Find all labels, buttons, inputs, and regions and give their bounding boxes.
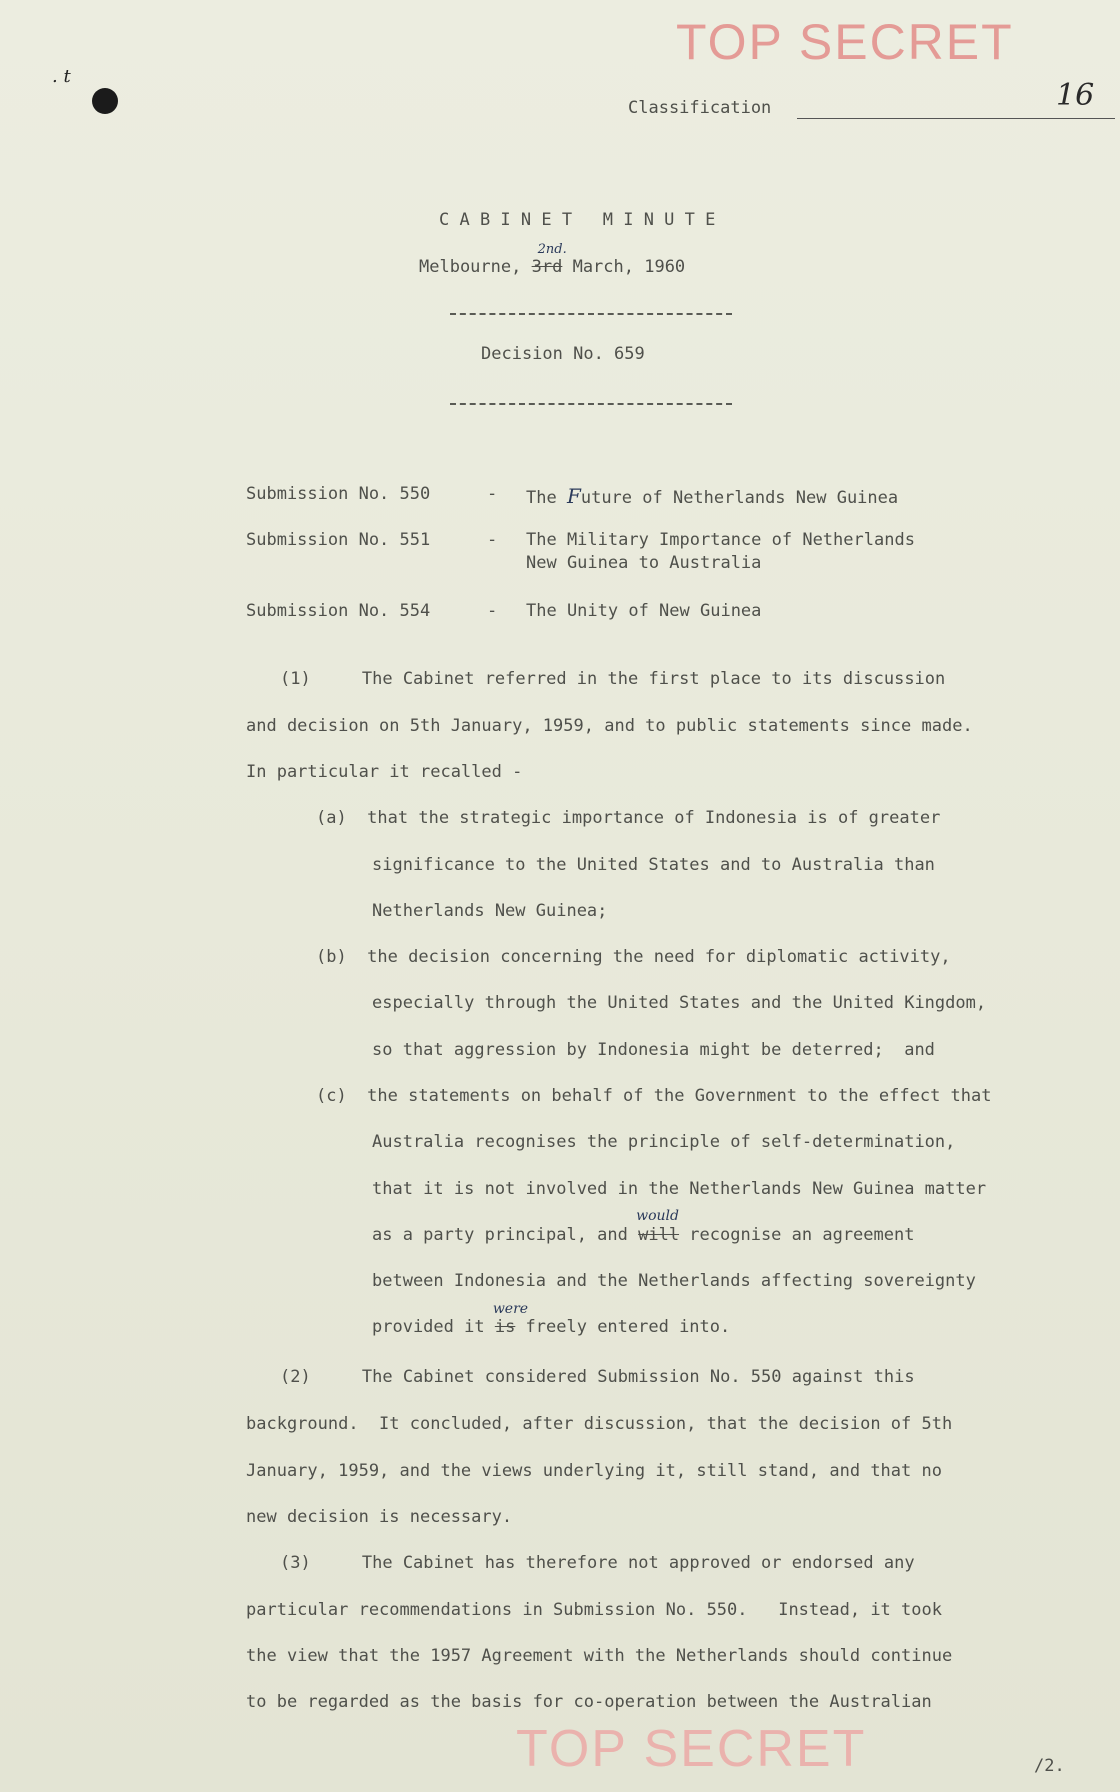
hole-punch-mark <box>92 88 118 114</box>
paragraph-2-line: new decision is necessary. <box>246 1507 513 1527</box>
submission-title-continued: New Guinea to Australia <box>526 553 762 573</box>
item-c-line-amended: provided it is were freely entered into. <box>372 1301 731 1337</box>
date-struck: 3rd <box>531 257 563 277</box>
paragraph-3-line: particular recommendations in Submission No. 550. Instead, it took <box>246 1600 942 1620</box>
submission-title: The Future of Netherlands New Guinea <box>526 484 899 508</box>
cabinet-minute-heading: C A B I N E T M I N U T E <box>439 210 716 230</box>
item-a-line: (a) that the strategic importance of Indonesia is of greater <box>316 808 941 828</box>
top-secret-stamp-top: TOP SECRET <box>676 14 1014 70</box>
item-b-line: especially through the United States and the United Kingdom, <box>372 993 987 1013</box>
decision-number: Decision No. 659 <box>481 344 645 364</box>
item-c-line-amended: as a party principal, and will would recognise an agreement <box>372 1208 915 1245</box>
struck-word-will: will <box>638 1225 680 1245</box>
submission-dash: - <box>487 484 498 504</box>
item-c-line: that it is not involved in the Netherlands New Guinea matter <box>372 1179 987 1199</box>
submission-dash: - <box>487 530 498 550</box>
meeting-month-year: March, 1960 <box>572 257 686 277</box>
paragraph-3-line: to be regarded as the basis for co-operation between the Australian <box>246 1692 932 1712</box>
item-a-line: significance to the United States and to Australia than <box>372 855 935 875</box>
meeting-place: Melbourne, <box>419 257 522 277</box>
paragraph-2-line: January, 1959, and the views underlying it, still stand, and that no <box>246 1461 942 1481</box>
correction-were: were <box>492 1301 529 1317</box>
struck-word-is: is <box>494 1317 516 1337</box>
folio-number: 16 <box>1056 78 1095 113</box>
divider-bottom <box>450 403 732 405</box>
submission-title: The Unity of New Guinea <box>526 601 762 621</box>
item-c-line: Australia recognises the principle of self-determination, <box>372 1132 956 1152</box>
meeting-date-line <box>419 242 686 277</box>
item-a-line: Netherlands New Guinea; <box>372 901 608 921</box>
margin-mark: . t <box>52 66 71 87</box>
paragraph-2-line: (2) The Cabinet considered Submission No. 550 against this <box>280 1367 915 1387</box>
submission-number: Submission No. 554 <box>246 601 431 621</box>
submission-number: Submission No. 550 <box>246 484 431 504</box>
item-b-line: (b) the decision concerning the need for diplomatic activity, <box>316 947 951 967</box>
item-b-line: so that aggression by Indonesia might be deterred; and <box>372 1040 935 1060</box>
page-continuation-marker: /2. <box>1034 1756 1065 1776</box>
paragraph-3-line: (3) The Cabinet has therefore not approved or endorsed any <box>280 1553 915 1573</box>
date-correction: 2nd. <box>537 242 567 257</box>
handwritten-correction-f: F <box>566 484 581 508</box>
submission-number: Submission No. 551 <box>246 530 431 550</box>
classification-label: Classification <box>628 98 772 118</box>
paragraph-1-line: and decision on 5th January, 1959, and to public statements since made. <box>246 716 973 736</box>
submission-title: The Military Importance of Netherlands <box>526 530 915 550</box>
classification-line <box>797 118 1115 119</box>
paragraph-3-line: the view that the 1957 Agreement with the Netherlands should continue <box>246 1646 953 1666</box>
submission-dash: - <box>487 601 498 621</box>
divider-top <box>450 313 732 315</box>
top-secret-stamp-bottom: TOP SECRET <box>516 1720 867 1778</box>
paragraph-1-line: In particular it recalled - <box>246 762 523 782</box>
paragraph-2-line: background. It concluded, after discussion, that the decision of 5th <box>246 1414 953 1434</box>
item-c-line: between Indonesia and the Netherlands affecting sovereignty <box>372 1271 976 1291</box>
item-c-line: (c) the statements on behalf of the Government to the effect that <box>316 1086 992 1106</box>
correction-would: would <box>636 1208 679 1224</box>
paragraph-1-line: (1) The Cabinet referred in the first place to its discussion <box>280 669 946 689</box>
